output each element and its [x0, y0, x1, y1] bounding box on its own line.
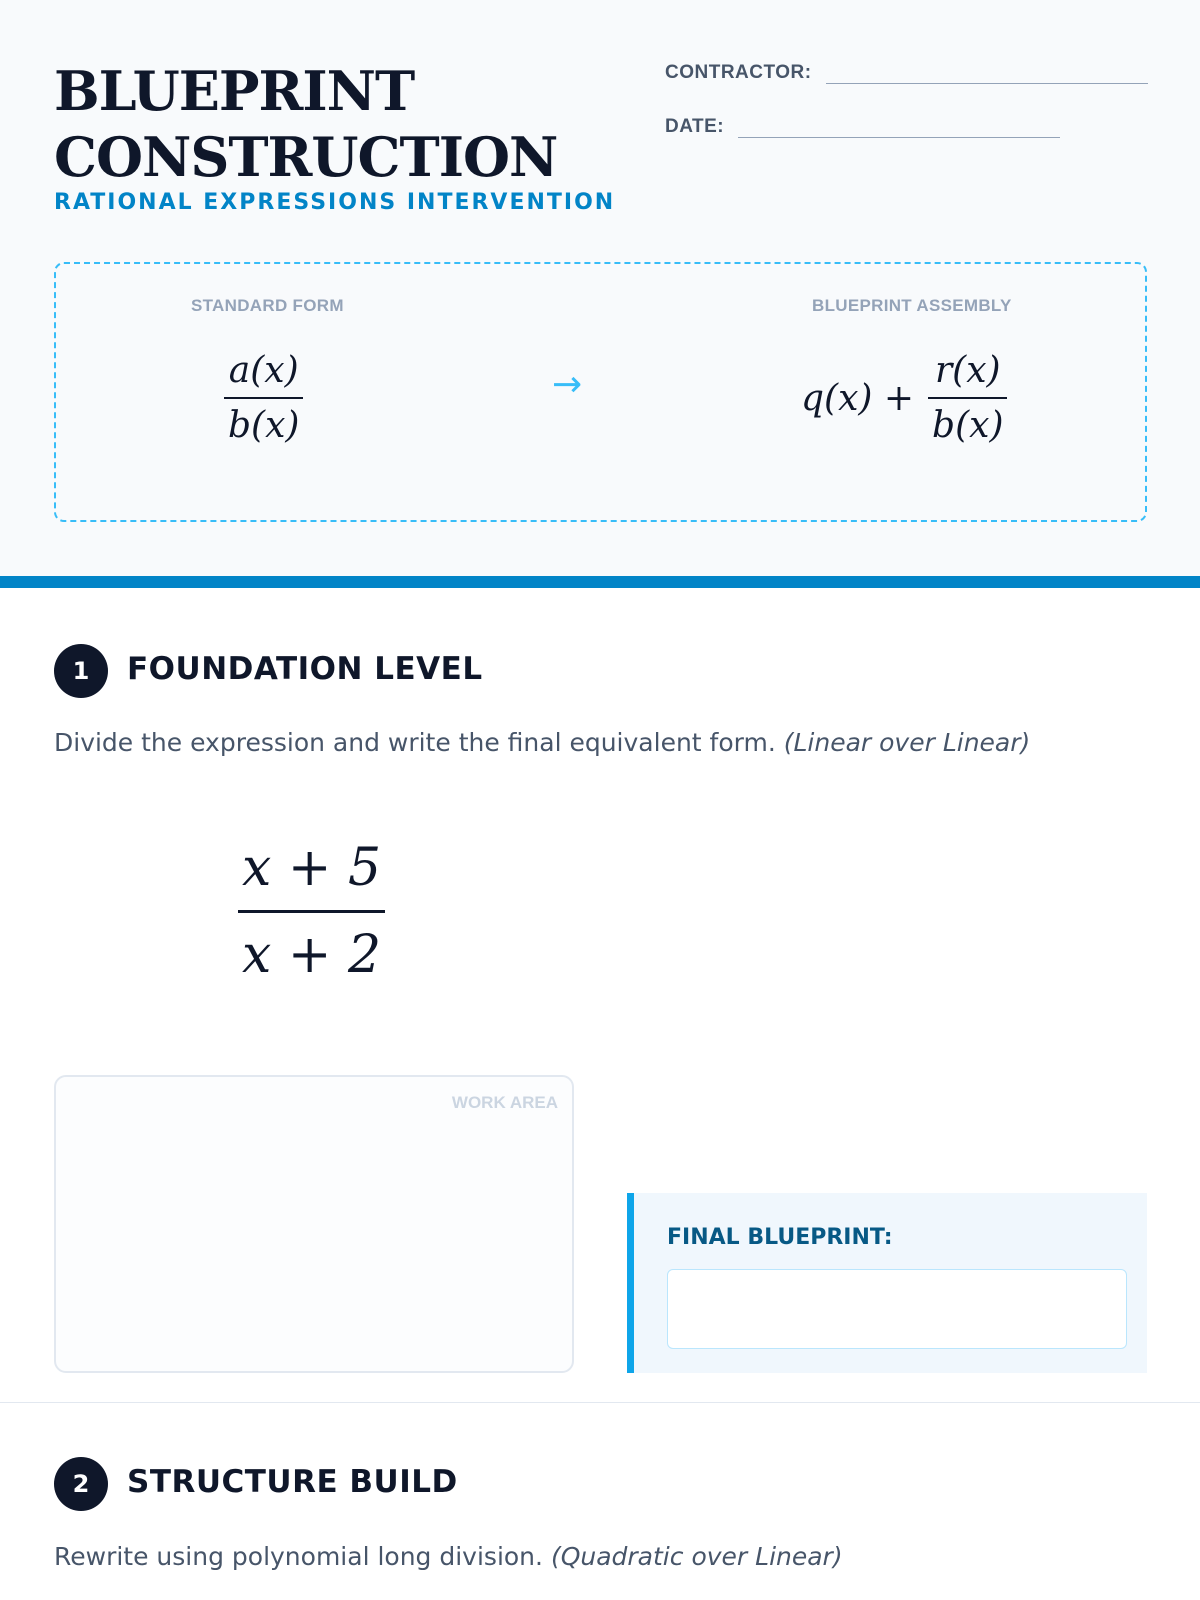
header-accent-bar: [0, 576, 1200, 588]
section-1-instruction: [54, 728, 1030, 757]
final-blueprint-label: FINAL BLUEPRINT:: [667, 1225, 893, 1250]
title-line-1: BLUEPRINT: [54, 59, 415, 123]
section-divider: [0, 1402, 1200, 1403]
section-1-final-blueprint-box: [627, 1193, 1147, 1373]
standard-denominator: b(x): [228, 405, 300, 446]
standard-form-fraction: [224, 350, 303, 446]
contractor-label: CONTRACTOR:: [665, 62, 812, 83]
instruction-text: Rewrite using polynomial long division.: [54, 1542, 543, 1571]
fraction-bar: [224, 397, 303, 399]
work-area-label: WORK AREA: [451, 1093, 558, 1112]
standard-form-label: STANDARD FORM: [191, 296, 344, 315]
assembly-denominator: b(x): [932, 405, 1004, 446]
instruction-note: (Linear over Linear): [783, 728, 1031, 757]
contractor-field: [665, 62, 1148, 84]
date-input-line[interactable]: [738, 116, 1060, 138]
arrow-right-icon: →: [552, 364, 583, 405]
contractor-input-line[interactable]: [826, 62, 1148, 84]
section-1-problem-fraction: [238, 838, 385, 985]
section-2-title: STRUCTURE BUILD: [127, 1464, 458, 1500]
date-field: [665, 116, 1060, 138]
standard-numerator: a(x): [228, 350, 299, 391]
final-blueprint-input[interactable]: [667, 1269, 1127, 1349]
section-1-number-badge: 1: [54, 644, 108, 698]
problem-numerator: x + 5: [242, 838, 382, 898]
section-1-work-area[interactable]: [54, 1075, 574, 1373]
section-1-title: FOUNDATION LEVEL: [127, 651, 483, 687]
blueprint-assembly-label: BLUEPRINT ASSEMBLY: [812, 296, 1012, 315]
fraction-bar: [238, 910, 385, 913]
problem-denominator: x + 2: [242, 925, 382, 985]
assembly-numerator: r(x): [934, 350, 1001, 391]
title-line-2: CONSTRUCTION: [54, 125, 558, 189]
worksheet-header: [0, 0, 1200, 576]
formula-reference-box: [54, 262, 1147, 522]
instruction-note: (Quadratic over Linear): [550, 1542, 843, 1571]
date-label: DATE:: [665, 116, 725, 137]
worksheet-title: [54, 58, 557, 190]
section-2-number-badge: 2: [54, 1457, 108, 1511]
assembly-quotient: q(x) +: [801, 377, 915, 419]
worksheet-subtitle: RATIONAL EXPRESSIONS INTERVENTION: [54, 190, 616, 215]
fraction-bar: [928, 397, 1007, 399]
instruction-text: Divide the expression and write the final equivalent form.: [54, 728, 776, 757]
section-2-instruction: [54, 1542, 843, 1571]
blueprint-assembly-expression: [801, 350, 1007, 446]
